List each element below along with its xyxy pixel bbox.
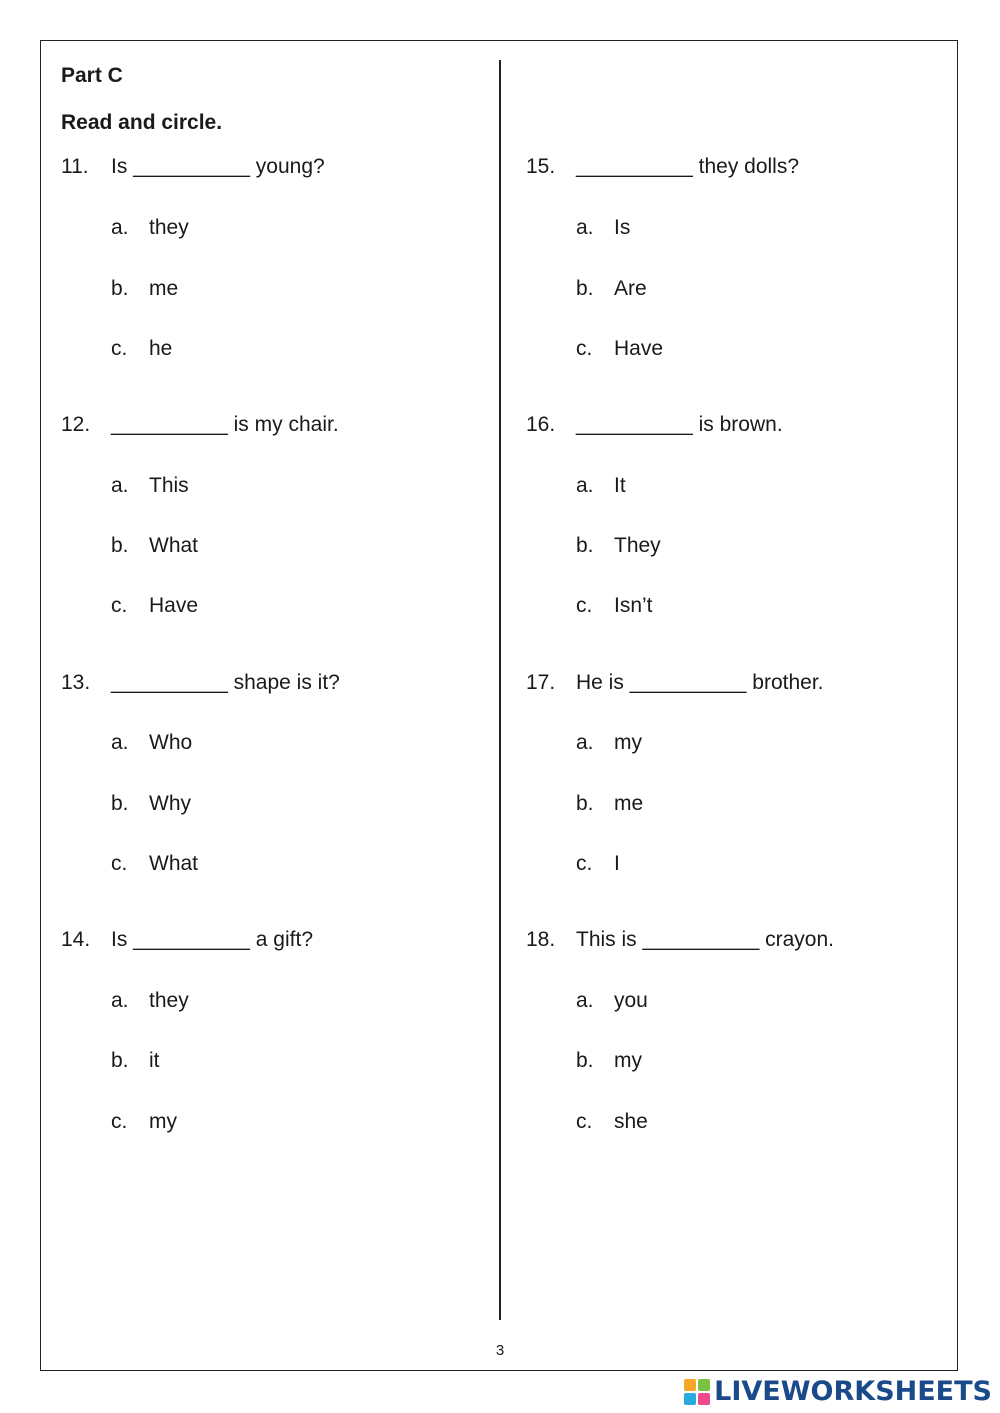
- instruction-text: Read and circle.: [61, 111, 223, 134]
- question-number: 11.: [61, 155, 89, 178]
- question-text: __________ is brown.: [576, 413, 783, 436]
- question-text: __________ they dolls?: [576, 155, 800, 178]
- question-text: __________ is my chair.: [111, 413, 339, 436]
- brand-square-icon: [698, 1379, 710, 1391]
- brand-name: LIVEWORKSHEETS: [714, 1376, 992, 1407]
- question-number: 12.: [61, 413, 91, 436]
- part-title: Part C: [61, 64, 123, 87]
- question-text: __________ shape is it?: [111, 671, 340, 694]
- brand-grid-icon: [684, 1379, 710, 1405]
- brand-square-icon: [698, 1393, 710, 1405]
- brand-square-icon: [684, 1393, 696, 1405]
- page-number: 3: [495, 1342, 505, 1359]
- question-number: 13.: [61, 671, 91, 694]
- question-text: Is __________ a gift?: [111, 928, 314, 951]
- question-number: 17.: [526, 671, 556, 694]
- question-text: He is __________ brother.: [576, 671, 824, 694]
- question-number: 18.: [526, 928, 556, 951]
- question-number: 16.: [526, 413, 556, 436]
- question-number: 15.: [526, 155, 556, 178]
- question-text: Is __________ young?: [111, 155, 325, 178]
- brand-square-icon: [684, 1379, 696, 1391]
- column-divider: [499, 60, 501, 1320]
- question-text: This is __________ crayon.: [576, 928, 834, 951]
- question-number: 14.: [61, 928, 91, 951]
- liveworksheets-logo[interactable]: [684, 1376, 992, 1407]
